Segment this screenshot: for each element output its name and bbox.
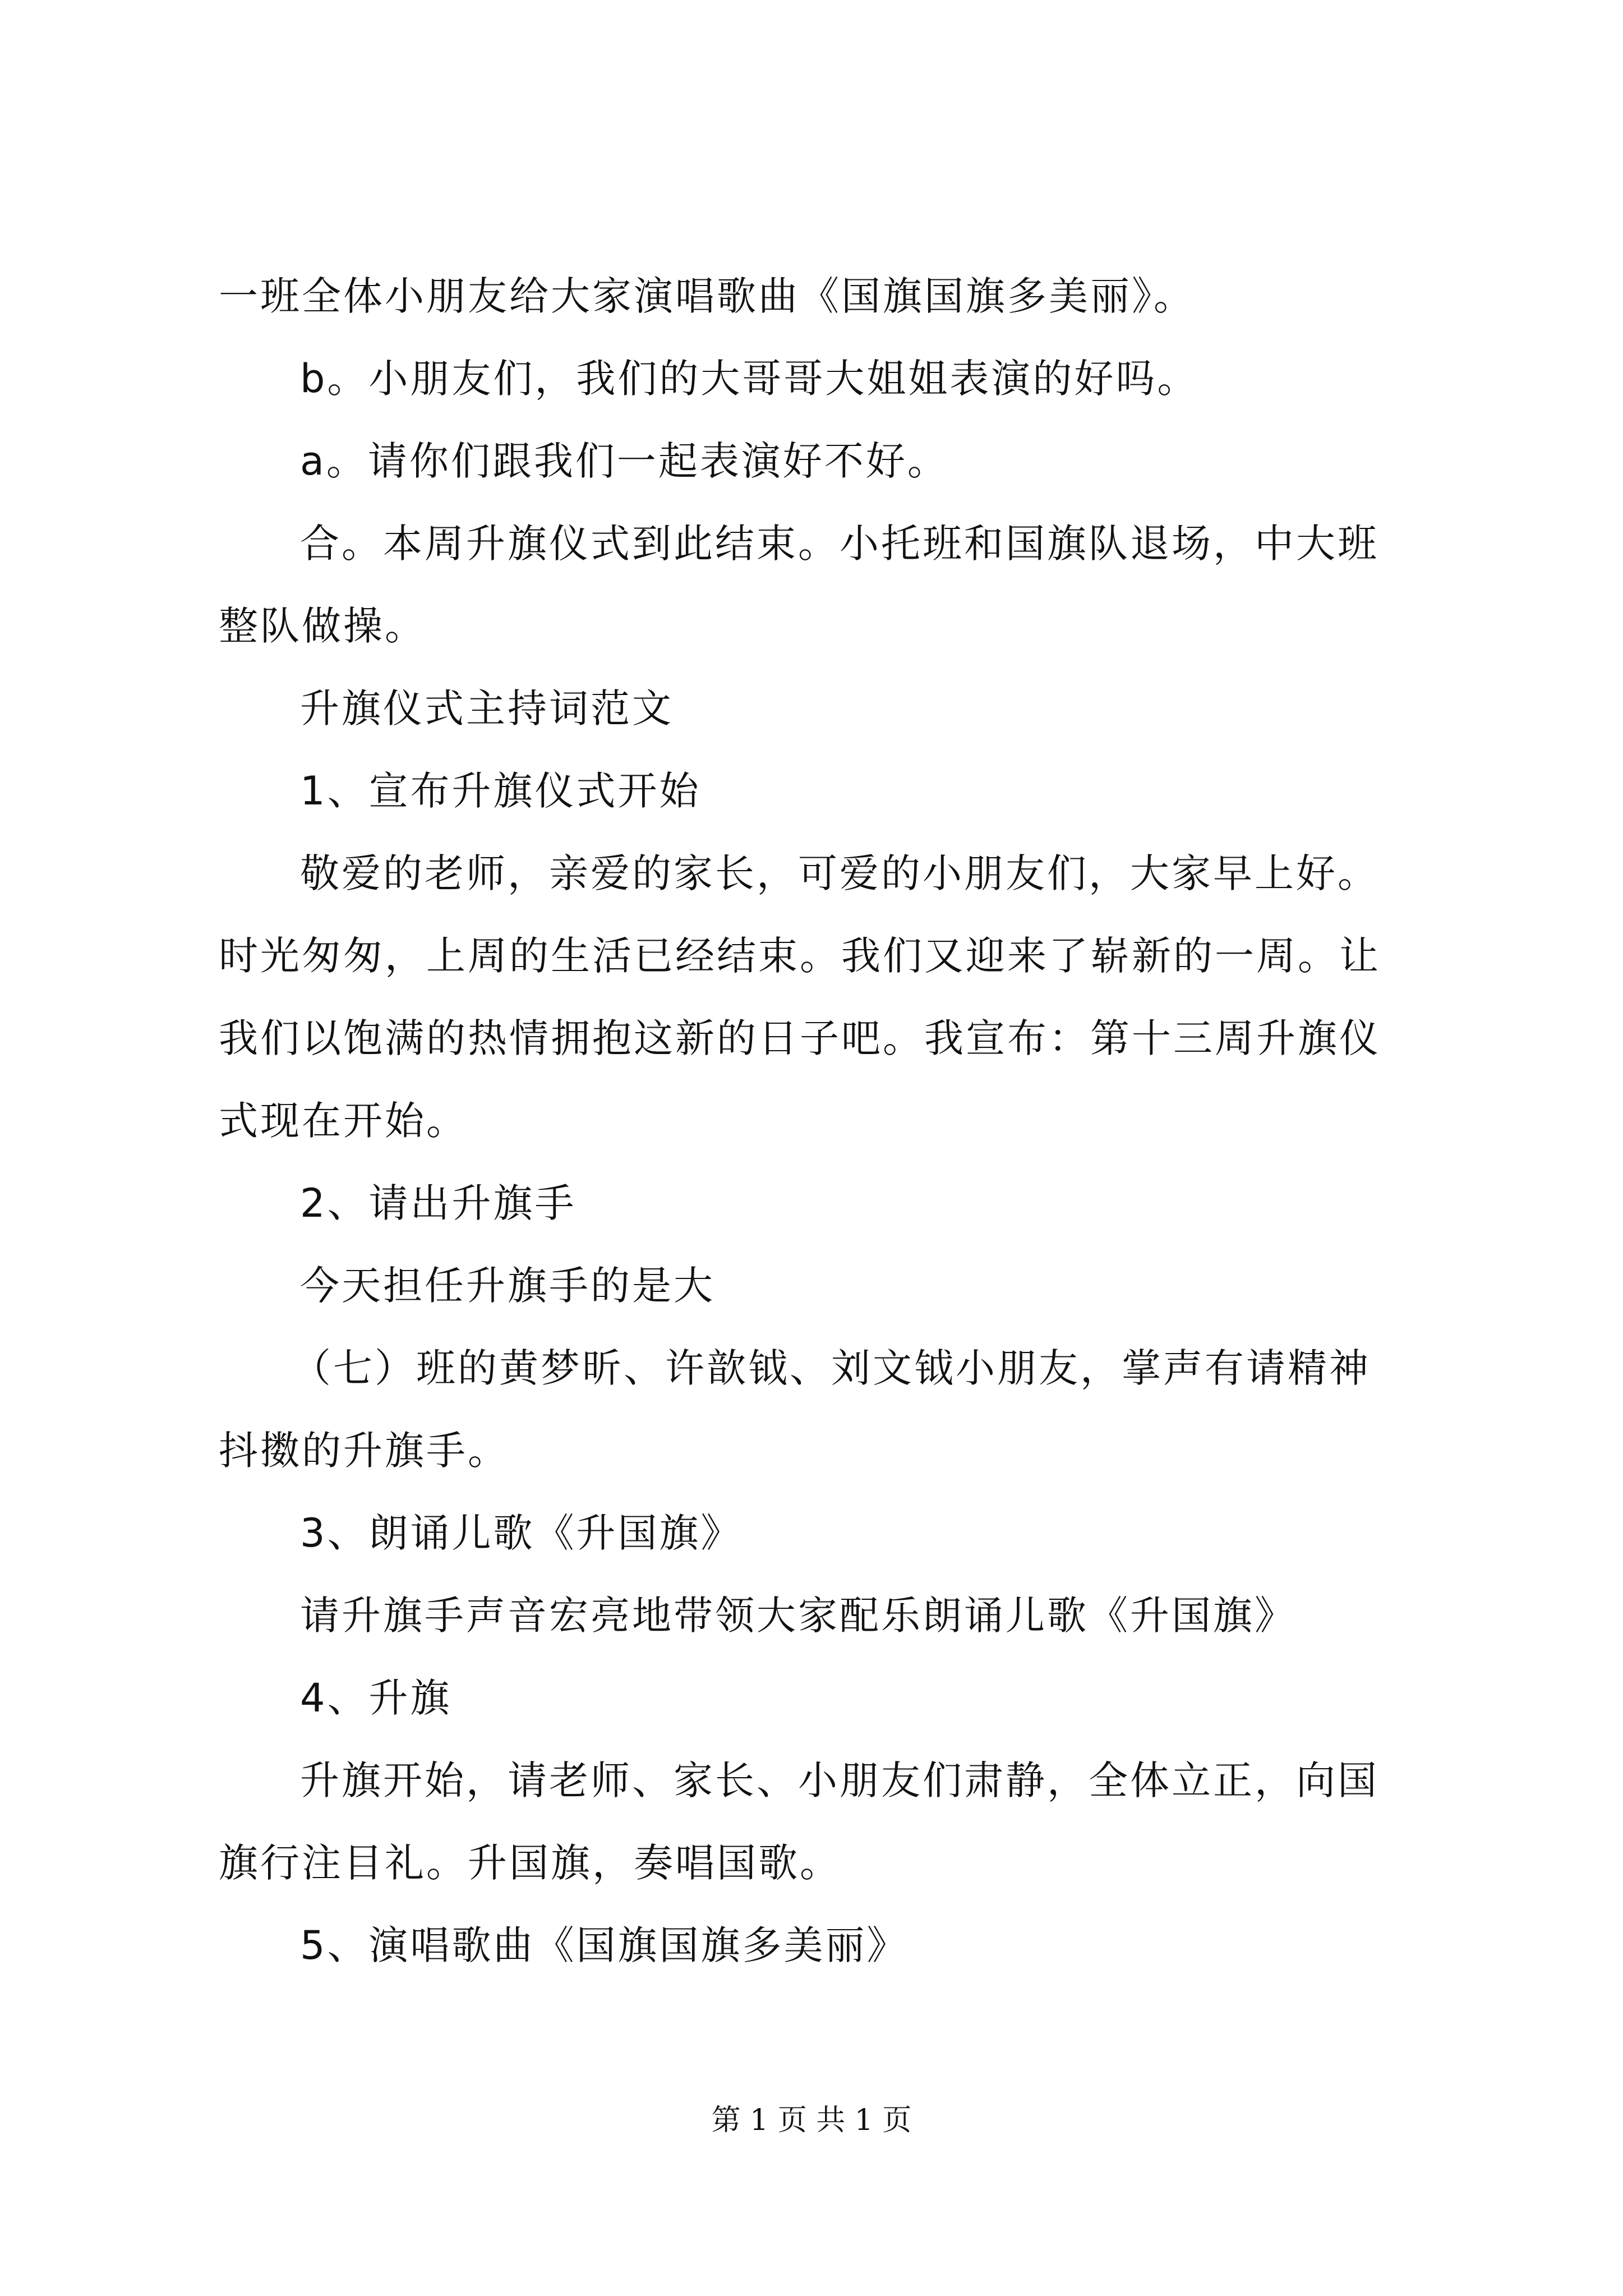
text-line-10: 我们以饱满的热情拥抱这新的日子吧。我宣布：第十三周升旗仪: [219, 1015, 1381, 1061]
text-line-9: 时光匆匆，上周的生活已经结束。我们又迎来了崭新的一周。让: [219, 933, 1381, 979]
heading-4: 4、升旗: [300, 1675, 452, 1721]
heading-5: 5、演唱歌曲《国旗国旗多美丽》: [300, 1922, 909, 1968]
heading-3: 3、朗诵儿歌《升国旗》: [300, 1510, 743, 1556]
text-line-15: 抖擞的升旗手。: [219, 1428, 509, 1474]
text-line-4: 合。本周升旗仪式到此结束。小托班和国旗队退场，中大班: [300, 521, 1379, 567]
text-line-14: （七）班的黄梦昕、许歆钺、刘文钺小朋友，掌声有请精神: [292, 1345, 1371, 1391]
text-line-5: 整队做操。: [219, 603, 426, 649]
text-line-1: 一班全体小朋友给大家演唱歌曲《国旗国旗多美丽》。: [219, 273, 1195, 319]
page-footer: 第 1 页 共 1 页: [711, 2104, 912, 2137]
text-line-3: a。请你们跟我们一起表演好不好。: [300, 438, 949, 484]
text-line-20: 旗行注目礼。升国旗，奏唱国歌。: [219, 1840, 841, 1886]
text-line-17: 请升旗手声音宏亮地带领大家配乐朗诵儿歌《升国旗》: [300, 1593, 1296, 1639]
text-line-11: 式现在开始。: [219, 1098, 468, 1144]
text-line-19: 升旗开始，请老师、家长、小朋友们肃静，全体立正，向国: [300, 1757, 1379, 1803]
text-line-8: 敬爱的老师，亲爱的家长，可爱的小朋友们，大家早上好。: [300, 850, 1379, 896]
text-line-2: b。小朋友们，我们的大哥哥大姐姐表演的好吗。: [300, 356, 1199, 402]
heading-2: 2、请出升旗手: [300, 1180, 577, 1226]
section-title: 升旗仪式主持词范文: [300, 685, 674, 731]
heading-1: 1、宣布升旗仪式开始: [300, 768, 701, 814]
text-line-13: 今天担任升旗手的是大: [300, 1263, 715, 1309]
